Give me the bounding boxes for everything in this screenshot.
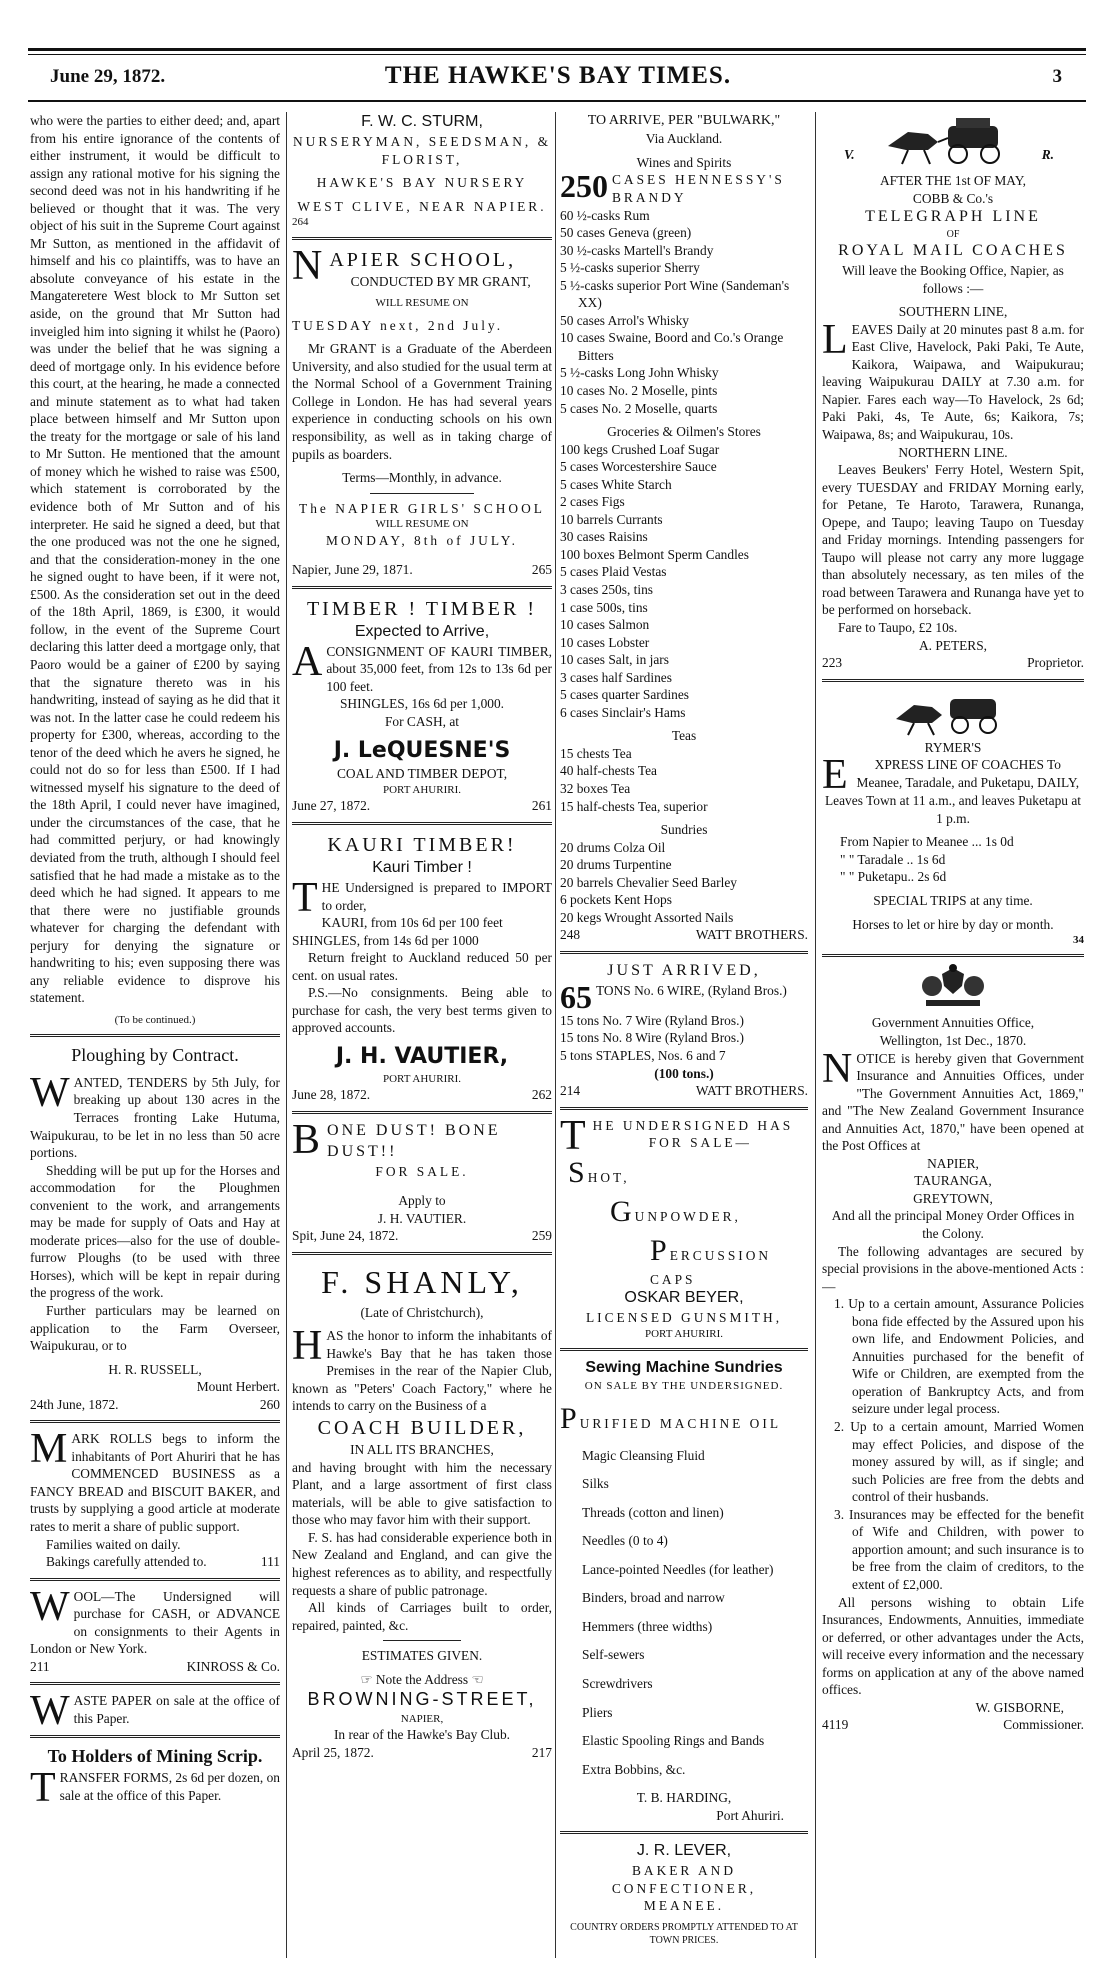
ad-number: 260 [259,1396,280,1412]
shanly-estimates: ESTIMATES GIVEN. [361,1648,483,1664]
timber-date: June 27, 1872. [292,798,371,814]
gov-all: All persons wishing to obtain Life Insurances, Endowments, Annuities, immediate or deferred, or other advantages under the Acts, will receive every information and the necessary forms on application at any of the above named offices. [822,1594,1084,1698]
just-arrived-heading: JUST ARRIVED, [607,961,761,979]
divider [292,237,552,240]
school-line: WILL RESUME ON [375,297,469,310]
top-rule [28,48,1086,51]
school-line: TUESDAY next, 2nd July. [292,317,504,333]
sundries-heading: Sundries [660,822,708,838]
kauri-text: HE Undersigned is prepared to IMPORT to order, [321,879,552,913]
lever-note: COUNTRY ORDERS PROMPTLY ATTENDED TO AT TOWN PRICES. [570,1921,798,1946]
grocery-item: 6 cases Sinclair's Hams [560,704,686,720]
tea-item: 40 half-chests Tea [560,763,657,779]
masthead-title: THE HAWKE'S BAY TIMES. [384,62,732,89]
ad-number: 4119 [822,1717,849,1733]
sundries-list [560,839,808,927]
watt-signature: WATT BROTHERS. [695,1083,808,1099]
grocery-item: 100 kegs Crushed Loaf Sugar [560,441,720,457]
grocery-item: 3 cases half Sardines [560,669,672,685]
sewing-item: Self-sewers [582,1647,645,1663]
southern-heading: SOUTHERN LINE, [898,304,1008,320]
gov-text: OTICE is hereby given that Government Insurance and Annuities Offices, under "The Government Annuities Act, 1869," and "The New Zealand Government Insurance and Annuities Act, 1870," have been opened at the Post Offices at [822,1050,1084,1154]
gov-greytown: GREYTOWN, [913,1190,993,1206]
arrive-via: Via Auckland. [645,131,723,147]
tea-item: 15 half-chests Tea, superior [560,798,708,814]
gov-napier: NAPIER, [927,1155,979,1171]
shanly-napier: NAPIER, [400,1712,444,1725]
shanly-note: Note the Address [375,1671,469,1687]
gisborne-title: Commissioner. [1003,1717,1084,1733]
kauri-price: KAURI, from 10s 6d per 100 feet [321,915,503,931]
drop-cap: W [30,1688,70,1735]
timber-heading: TIMBER ! TIMBER ! [306,597,538,620]
gun-port: PORT AHURIRI. [645,1327,723,1340]
mining-text: RANSFER FORMS, 2s 6d per dozen, on sale at the office of this Paper. [59,1769,280,1803]
gun-powder: UNPOWDER, [634,1208,741,1224]
wire-item: 5 tons STAPLES, Nos. 6 and 7 [560,1047,726,1063]
sundry-item: 6 pockets Kent Hops [560,892,672,908]
grocery-item: 10 cases Lobster [560,634,650,650]
grocery-item: 5 cases White Starch [560,476,672,492]
shanly-name: F. SHANLY, [321,1263,523,1300]
shanly-text-3: F. S. has had considerable experience both in New Zealand and England, and can give the highest references as to ability, and respectfully requests a share of public patronage. [292,1529,552,1598]
column-divider [555,112,556,1958]
ad-number: 214 [560,1083,581,1099]
timber-text: CONSIGNMENT OF KAURI TIMBER, about 35,000 feet, from 12s to 13s 6d per 100 feet. [326,643,552,694]
drop-cap: W [30,1583,70,1630]
ploughing-place: Mount Herbert. [196,1379,280,1395]
timber-cash: For CASH, at [384,713,460,729]
emblem-v: V. [844,147,855,162]
groceries-heading: Groceries & Oilmen's Stores [607,424,761,440]
school-line: WILL RESUME ON [375,518,469,531]
drop-cap: T [560,1112,589,1159]
wines-heading: Wines and Spirits [636,154,732,170]
column-divider [286,112,287,1958]
rolls-text-2: Families waited on daily. [46,1536,181,1552]
wine-item: 10 cases Swaine, Boord and Co.'s Orange Bitters [560,330,784,363]
shanly-text-2: and having brought with him the necessary Plant, and a large assortment of first class materials, will be able to give satisfaction to those who may favor him with their support. [292,1459,552,1528]
cobb-leave: Will leave the Booking Office, Napier, as follows :— [842,263,1064,296]
sewing-oil: URIFIED MACHINE OIL [579,1416,781,1432]
drop-cap: W [30,1069,70,1116]
masthead-rule [28,100,1086,102]
shanly-branches: IN ALL ITS BRANCHES, [350,1442,494,1458]
sturm-line: WEST CLIVE, NEAR NAPIER. [297,198,547,214]
harding-port: Port Ahuriri. [716,1807,784,1823]
lever-name: J. R. LEVER, [636,1842,732,1860]
shanly-text: AS the honor to inform the inhabitants of Hawke's Bay that he has taken those Premises in the rear of the Napier Club, known as "Peters' Coach Factory," where he intends to carry on the Business of a [292,1328,552,1414]
grocery-item: 5 cases Worcestershire Sauce [560,459,717,475]
wine-item: 50 cases Arrol's Whisky [560,312,689,328]
shanly-date: April 25, 1872. [292,1744,374,1760]
drop-cap: L [822,316,848,363]
grocery-item: 100 boxes Belmont Sperm Candles [560,546,749,562]
peters-name: A. PETERS, [918,637,988,653]
drop-cap: M [30,1426,68,1473]
wine-item: 10 cases No. 2 Moselle, pints [560,382,718,398]
teas-heading: Teas [671,728,697,744]
sewing-item: Hemmers (three widths) [582,1618,713,1634]
timber-subheading: Expected to Arrive, [354,622,490,640]
wine-item: 5 ½-casks Long John Whisky [560,365,719,381]
rymer-heading: RYMER'S [924,739,982,755]
rolls-text-3: Bakings carefully attended to. [46,1554,207,1570]
school-terms: Terms—Monthly, in advance. [342,470,502,486]
southern-text: EAVES Daily at 20 minutes past 8 a.m. for East Clive, Havelock, Paki Paki, Te Aute, Kaikora, Waipawa, and Waipukurau; leaving Waipukurau DAILY at 7.30 a.m. for Napier. Fares each way—To Havelock, 2s 6d; Paki Paki, 4s, Te Aute, 6s; Kaikora, 7s; Waipawa, 8s; and Waipukurau, 10s. [822,321,1084,443]
divider [560,1107,808,1110]
bone-name: J. H. VAUTIER. [377,1210,467,1226]
sundry-item: 20 drums Colza Oil [560,839,666,855]
mining-heading: To Holders of Mining Scrip. [47,1746,263,1767]
wool-text: OOL—The Undersigned will purchase for CASH, or ADVANCE on consignments to their Agents in London or New York. [30,1588,280,1657]
sewing-item: Binders, broad and narrow [582,1590,725,1606]
rymer-leaves: Leaves Town at 11 a.m., and leaves Puketapu at 1 p.m. [824,793,1081,826]
drop-cap: T [30,1764,56,1811]
gov-tauranga: TAURANGA, [914,1173,992,1189]
sewing-item: Elastic Spooling Rings and Bands [582,1733,765,1749]
sewing-item: Threads (cotton and linen) [582,1504,724,1520]
divider [30,1735,280,1738]
coach-builder: COACH BUILDER, [317,1416,527,1439]
sewing-item: Needles (0 to 4) [582,1533,668,1549]
wine-item: 50 cases Geneva (green) [560,225,692,241]
divider [822,679,1084,682]
sewing-item: Screwdrivers [582,1676,653,1691]
gisborne-name: W. GISBORNE, [975,1699,1064,1715]
school-heading: APIER SCHOOL, [329,248,517,271]
timber-port: PORT AHURIRI. [383,783,461,796]
divider [30,1034,280,1037]
royal-emblem [822,112,1084,172]
divider [560,1348,808,1351]
drop-cap: A [292,638,323,685]
lever-place: MEANEE. [643,1898,725,1914]
wool-signature: KINROSS & Co. [186,1658,280,1674]
cobb-of: OF [946,229,960,241]
ploughing-text-2: Shedding will be put up for the Horses and accommodation for the Ploughmen convenient to the work, and arrangements may be made for supply of Oats and Hay at moderate prices—also for the use of double-furrow Ploughs (to be used with three Horses), which will be kept in repair during the progress of the work. [30,1162,280,1301]
column-divider [815,112,816,1958]
ploughing-signature: H. R. RUSSELL, [108,1361,202,1377]
wine-item: 60 ½-casks Rum [560,207,650,223]
cobb-royal: ROYAL MAIL COACHES [838,242,1068,260]
drop-cap: N [822,1045,853,1092]
drop-cap: T [292,874,318,921]
sewing-item: Pliers [582,1704,613,1720]
wire-item: 15 tons No. 8 Wire (Ryland Bros.) [560,1030,744,1046]
sewing-item: Lance-pointed Needles (for leather) [582,1561,774,1577]
ploughing-date: 24th June, 1872. [30,1396,119,1412]
ad-number: 34 [1073,934,1084,947]
rolls-text: ARK ROLLS begs to inform the inhabitants of Port Ahuriri that he has COMMENCED BUSINESS as a FANCY BREAD and BISCUIT BAKER, and trusts by supplying a good article at moderate rates to merit a share of public support. [30,1431,280,1534]
gov-office: Government Annuities Office, [871,1015,1035,1031]
grocery-item: 5 cases quarter Sardines [560,687,690,703]
shanly-rear: In rear of the Hawke's Bay Club. [333,1727,511,1743]
gun-shot: HOT, [587,1169,630,1185]
divider [370,493,474,494]
rymer-emblem [822,689,1084,739]
ad-number: 261 [531,798,552,814]
shanly-text-4: All kinds of Carriages built to order, repaired, painted, &c. [292,1600,552,1633]
brandy-number: 250 [560,168,608,205]
gov-list [822,1295,1084,1593]
sturm-line: NURSERYMAN, SEEDSMAN, & [293,133,551,149]
wine-item: 5 cases No. 2 Moselle, quarts [560,400,718,416]
sturm-line: HAWKE'S BAY NURSERY [316,175,528,191]
divider [560,951,808,954]
sundry-item: 20 drums Turpentine [560,857,672,873]
rymer-special: SPECIAL TRIPS at any time. [873,892,1033,908]
drop-cap-g: G [610,1194,635,1228]
kauri-date: June 28, 1872. [292,1087,371,1103]
teas-list [560,745,808,815]
gov-date: Wellington, 1st Dec., 1870. [879,1033,1027,1048]
kauri-text: P.S.—No consignments. Being able to purchase for cash, the very best terms given to approved accounts. [292,985,552,1036]
continued-note: (To be continued.) [114,1013,196,1026]
girls-school: The NAPIER GIRLS' SCHOOL [299,500,545,516]
harding-name: T. B. HARDING, [636,1790,732,1806]
grocery-item: 10 cases Salmon [560,617,650,633]
bone-sale: FOR SALE. [375,1163,469,1179]
divider [30,1578,280,1581]
brandy-text: CASES HENNESSY'S BRANDY [612,172,785,205]
wine-item: 30 ½-casks Martell's Brandy [560,242,714,258]
kauri-port: PORT AHURIRI. [383,1072,461,1085]
beyer-name: OSKAR BEYER, [624,1289,744,1307]
wines-list [560,207,808,418]
wire-number: 65 [560,978,592,1015]
cobb-telegraph: TELEGRAPH LINE [865,208,1041,226]
bone-heading: ONE DUST! BONE DUST!! [327,1121,501,1160]
ad-number: 248 [560,927,581,943]
sewing-item: Silks [582,1476,609,1492]
article-text: who were the parties to either deed; and, apart from his entire ignorance of the contents of either instrument, it would be difficult to assign any rational motive for his signing the second deed was not in his handwriting if he believed or thought that it was. The very object of his suit in the Supreme Court against Mr Sutton, as mentioned in the affidavit of himself and his co plaintiffs, was to have an absolute conveyance of his estate in the Mangateretere West block to Mr Sutton set aside, on the ground that Mr Sutton had inveigled him into signing it whilst he (Paoro) was under the belief that he was signing a deed of mortgage only. In his evidence before this court, at the hearing, he made a connected and minute statement as to what had taken place between himself and Mr Sutton upon the treaty for the mortgage or sale of his land to Mr Sutton. He mentioned that the amount of money which he wished to raise was £500, which statement is corroborated by the evidence both of Mr Sutton and of his interpreter. He said he signed a deed, but that the one produced was not the one he signed, and that the consideration-money in the one he signed ought to have been, if it were not, £500. As the consideration set out in the deed of the 18th April, 1869, is £300, it would follow, in the event of the Supreme Court declaring this latter deed a mortgage only, that Paoro would be a gainer of £200 by saying that the signature thereto was in his handwriting, instead of saying as he did that it was not. In the latter case he could redeem his property for £300, whereas, according to the tenor of the deed which he avers he signed, he could not do so for less than £500. If I had witnessed myself his signature to the deed of the 18th April, I could never have imagined, under the circumstances of the case, that he had committed perjury, or had knowingly deviated from the truth, although I should feel satisfied that he had made a mistake as to the deed which he had signed. It appears to me that there were no justifiable grounds whatever for charging the defendant with perjury for denying the signature or handwriting to his; even supposing there was any reliable evidence to disprove his statement. [30,113,280,1006]
timber-shingles: SHINGLES, 16s 6d per 1,000. [339,696,505,712]
gov-item: 1. Up to a certain amount, Assurance Policies bona fide effected by the Assured upon his own life, and Endowment Policies, and Annuities purchased for the benefit of Wife or Children, are exempted from the operation of Bankruptcy Acts, and from seizure under legal process. [834,1296,1084,1417]
emblem-r: R. [1041,147,1054,162]
northern-fare: Fare to Taupo, £2 10s. [838,620,958,636]
page-number: 3 [1052,66,1062,87]
wine-item: 5 ½-casks superior Port Wine (Sandeman's XX) [560,277,790,311]
drop-cap-p: P [650,1234,670,1268]
school-line: MONDAY, 8th of JULY. [326,532,518,548]
grocery-item: 30 cases Raisins [560,529,648,545]
drop-cap-s: S [568,1155,588,1189]
wire-list [560,1012,808,1065]
sundry-item: 20 kegs Wrought Assorted Nails [560,909,734,925]
coach-icon [888,689,1018,737]
ploughing-heading: Ploughing by Contract. [71,1045,239,1066]
grocery-item: 10 barrels Currants [560,511,663,527]
sewing-list [560,1447,808,1779]
cobb-after: AFTER THE 1st OF MAY, [880,173,1026,188]
peters-title: Proprietor. [1027,655,1084,671]
watt-signature: WATT BROTHERS. [695,927,808,943]
divider [30,1420,280,1423]
drop-cap: P [560,1402,580,1436]
pointing-hand-icon: ☞ [360,1671,373,1687]
divider [30,1682,280,1685]
kauri-heading: KAURI TIMBER! [327,833,517,856]
ad-number: 265 [531,562,552,578]
masthead [34,62,1082,92]
divider [822,954,1084,957]
sturm-line: FLORIST, [381,151,463,167]
rymer-text: XPRESS LINE OF COACHES To Meanee, Taradale, and Puketapu, DAILY, [856,757,1080,790]
wire-item: 15 tons No. 7 Wire (Ryland Bros.) [560,1012,744,1028]
rymer-fare: " " Taradale .. 1s 6d [840,851,946,867]
wine-item: 5 ½-casks superior Sherry [560,260,700,276]
tea-item: 32 boxes Tea [560,781,631,797]
gov-item: 2. Up to a certain amount, Married Women may effect Policies, and dispose of the money assured by will, as if single; and such Policies are free from the debts and control of their husbands. [834,1419,1084,1505]
shanly-late: (Late of Christchurch), [360,1304,484,1320]
northern-text: Leaves Beukers' Ferry Hotel, Western Spit, every TUESDAY and FRIDAY Morning early, for Petane, Te Haroto, Tarawera, Runanga, Opepe, and Taupo; leaving Taupo on Tuesday and Friday mornings. Intending passengers for Taupo will please not carry any more luggage than absolutely necessary, as ten miles of the road between Tarawera and Runanga have yet to be performed on horseback. [822,462,1084,618]
gun-heading: HE UNDERSIGNED HAS [592,1117,794,1133]
divider [292,586,552,589]
lever-title: BAKER AND CONFECTIONER, [611,1863,757,1896]
sewing-item: Magic Cleansing Fluid [582,1447,705,1463]
kauri-text: Return freight to Auckland reduced 50 per cent. on usual rates. [292,950,552,983]
divider [292,1111,552,1114]
coat-of-arms-icon [918,964,988,1014]
ad-number: 217 [531,1744,552,1760]
sturm-name: F. W. C. STURM, [361,113,483,130]
divider [383,1640,461,1641]
bone-apply: Apply to [398,1193,446,1209]
divider [292,822,552,825]
sewing-sub: ON SALE BY THE UNDERSIGNED. [584,1379,784,1392]
ploughing-text-3: Further particulars may be learned on application to the Farm Overseer, Waipukurau, or to [30,1302,280,1354]
rymer-fare: From Napier to Meanee ... 1s 0d [840,834,1014,850]
groceries-list [560,441,808,722]
rymer-horses: Horses to let or hire by day or month. [852,916,1054,932]
drop-cap: E [822,752,848,799]
ad-number: 259 [531,1228,552,1244]
wire-text: TONS No. 6 WIRE, (Ryland Bros.) [596,982,787,998]
timber-depot: COAL AND TIMBER DEPOT, [336,766,508,782]
gov-item: 3. Insurances may be effected for the benefit of Wife and Children, with power to apportion amount; and such insurance is to be free from the claim of creditors, to the extent of £2,000. [834,1506,1084,1592]
lequesne-name: J. LeQUESNE'S [333,737,511,763]
school-line: CONDUCTED BY MR GRANT, [350,273,531,289]
divider [292,1252,552,1255]
coach-and-horses-icon [878,112,1028,170]
column-2 [292,112,552,1958]
wire-tons: (100 tons.) [654,1065,714,1081]
ad-number: 264 [292,216,309,229]
northern-heading: NORTHERN LINE. [898,444,1008,460]
vautier-name: J. H. VAUTIER, [335,1043,509,1069]
sundry-item: 20 barrels Chevalier Seed Barley [560,874,737,890]
sewing-item: Extra Bobbins, &c. [582,1761,686,1777]
ploughing-text: ANTED, TENDERS by 5th July, for breaking up about 130 acres in the Terraces fronting Lake Hutuma, Waipukurau, to be let in no less than 50 acre portions. [30,1074,280,1161]
drop-cap: H [292,1323,323,1370]
grocery-item: 3 cases 250s, tins [560,582,653,597]
column-3 [560,112,808,1958]
drop-cap: B [292,1116,324,1163]
gov-and: And all the principal Money Order Offices in the Colony. [831,1208,1075,1242]
shanly-street: BROWNING-STREET, [307,1689,537,1710]
drop-cap: N [292,242,326,289]
kauri-price: SHINGLES, from 14s 6d per 1000 [292,932,479,948]
bone-date: Spit, June 24, 1872. [292,1228,399,1244]
grocery-item: 5 cases Plaid Vestas [560,564,667,580]
sewing-heading: Sewing Machine Sundries [585,1358,783,1376]
masthead-date: June 29, 1872. [50,66,166,87]
school-text: Mr GRANT is a Graduate of the Aberdeen University, and also studied for the usual term at the Normal School of a Government Training College in London. He has had several years experience in conducting schools on his own responsibility, as well as in taking charge of pupils as boarders. [292,341,552,462]
grocery-item: 10 cases Salt, in jars [560,652,669,668]
pointing-hand-icon: ☜ [471,1671,484,1687]
ad-number: 223 [822,655,843,671]
arrive-heading: TO ARRIVE, PER "BULWARK," [587,113,781,128]
grocery-item: 2 cases Figs [560,494,625,510]
top-rule-thin [28,54,1086,55]
waste-paper-text: ASTE PAPER on sale at the office of this Paper. [73,1693,280,1726]
ad-number: 111 [260,1554,280,1570]
ad-number: 211 [30,1658,50,1674]
column-1 [30,112,280,1958]
cobb-name: COBB & Co.'s [912,190,994,206]
school-date: Napier, June 29, 1871. [292,562,413,578]
gun-title: LICENSED GUNSMITH, [585,1310,783,1326]
column-4 [822,112,1084,1958]
kauri-subheading: Kauri Timber ! [372,859,472,877]
grocery-item: 1 case 500s, tins [560,599,648,615]
gun-sale: FOR SALE— [648,1135,752,1151]
divider [560,1831,808,1834]
gun-caps: ERCUSSION CAPS [650,1248,772,1287]
rymer-fare: " " Puketapu.. 2s 6d [840,869,947,885]
gov-advantages: The following advantages are secured by special provisions in the above-mentioned Acts :— [822,1243,1084,1294]
tea-item: 15 chests Tea [560,745,632,761]
ad-number: 262 [531,1087,552,1103]
